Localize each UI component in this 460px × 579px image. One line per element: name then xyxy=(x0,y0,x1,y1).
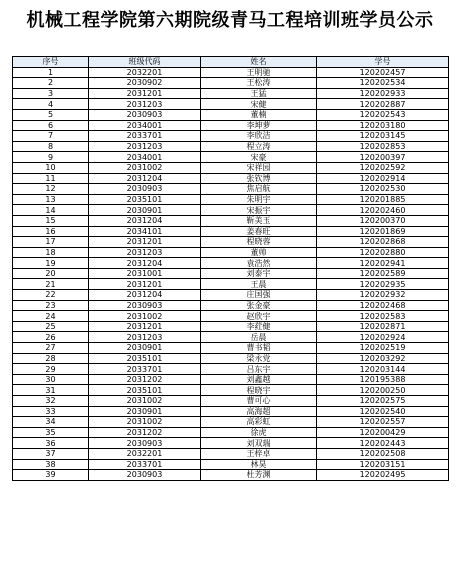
table-row xyxy=(13,120,449,131)
cell-index: 19 xyxy=(13,258,89,269)
cell-index: 21 xyxy=(13,279,89,290)
cell-student-id: 120202932 xyxy=(317,290,449,301)
cell-name: 李荭健 xyxy=(201,321,317,332)
table-row xyxy=(13,459,449,470)
cell-name: 李欣洁 xyxy=(201,131,317,142)
table-row xyxy=(13,173,449,184)
cell-index: 34 xyxy=(13,417,89,428)
cell-index: 24 xyxy=(13,311,89,322)
cell-student-id: 120202924 xyxy=(317,332,449,343)
cell-class-code: 2030901 xyxy=(89,205,201,216)
cell-name: 曹可心 xyxy=(201,396,317,407)
cell-student-id: 120202519 xyxy=(317,343,449,354)
cell-student-id: 120202443 xyxy=(317,438,449,449)
cell-name: 董楠 xyxy=(201,109,317,120)
cell-class-code: 2031203 xyxy=(89,247,201,258)
cell-student-id: 120203292 xyxy=(317,353,449,364)
cell-index: 15 xyxy=(13,215,89,226)
table-row xyxy=(13,109,449,120)
table-body xyxy=(13,67,449,480)
table-row xyxy=(13,67,449,78)
cell-name: 王松涛 xyxy=(201,78,317,89)
cell-name: 朱明宇 xyxy=(201,194,317,205)
cell-name: 王明驰 xyxy=(201,67,317,78)
table-row xyxy=(13,184,449,195)
cell-student-id: 120202880 xyxy=(317,247,449,258)
cell-class-code: 2035101 xyxy=(89,353,201,364)
cell-class-code: 2033701 xyxy=(89,459,201,470)
cell-index: 33 xyxy=(13,406,89,417)
cell-class-code: 2031204 xyxy=(89,215,201,226)
roster-table xyxy=(12,56,449,481)
cell-index: 2 xyxy=(13,78,89,89)
cell-student-id: 120202887 xyxy=(317,99,449,110)
cell-class-code: 2033701 xyxy=(89,364,201,375)
cell-index: 32 xyxy=(13,396,89,407)
cell-class-code: 2032201 xyxy=(89,67,201,78)
cell-name: 董帅 xyxy=(201,247,317,258)
cell-class-code: 2030903 xyxy=(89,438,201,449)
page-title: 机械工程学院第六期院级青马工程培训班学员公示 xyxy=(26,10,434,31)
cell-name: 宋祥园 xyxy=(201,162,317,173)
cell-class-code: 2031001 xyxy=(89,268,201,279)
cell-student-id: 120202853 xyxy=(317,141,449,152)
cell-class-code: 2031202 xyxy=(89,427,201,438)
table-row xyxy=(13,300,449,311)
cell-index: 7 xyxy=(13,131,89,142)
cell-class-code: 2031002 xyxy=(89,396,201,407)
cell-class-code: 2030903 xyxy=(89,300,201,311)
cell-index: 22 xyxy=(13,290,89,301)
cell-student-id: 120202557 xyxy=(317,417,449,428)
cell-class-code: 2031201 xyxy=(89,88,201,99)
cell-index: 27 xyxy=(13,343,89,354)
cell-index: 39 xyxy=(13,470,89,481)
cell-class-code: 2035101 xyxy=(89,194,201,205)
cell-class-code: 2035101 xyxy=(89,385,201,396)
cell-class-code: 2034001 xyxy=(89,152,201,163)
cell-student-id: 120202933 xyxy=(317,88,449,99)
cell-student-id: 120202914 xyxy=(317,173,449,184)
cell-student-id: 120202868 xyxy=(317,237,449,248)
cell-index: 3 xyxy=(13,88,89,99)
cell-class-code: 2034001 xyxy=(89,120,201,131)
cell-name: 程晓宇 xyxy=(201,385,317,396)
cell-index: 14 xyxy=(13,205,89,216)
cell-student-id: 120202592 xyxy=(317,162,449,173)
cell-name: 程晓蓉 xyxy=(201,237,317,248)
table-row xyxy=(13,290,449,301)
cell-name: 林昊 xyxy=(201,459,317,470)
table-row xyxy=(13,470,449,481)
cell-class-code: 2031002 xyxy=(89,417,201,428)
table-row xyxy=(13,279,449,290)
cell-index: 16 xyxy=(13,226,89,237)
cell-name: 张钦博 xyxy=(201,173,317,184)
cell-name: 杜芳渊 xyxy=(201,470,317,481)
table-row xyxy=(13,396,449,407)
cell-name: 宋振宇 xyxy=(201,205,317,216)
cell-index: 9 xyxy=(13,152,89,163)
table-row xyxy=(13,78,449,89)
table-row xyxy=(13,385,449,396)
cell-name: 袁浩然 xyxy=(201,258,317,269)
cell-class-code: 2030903 xyxy=(89,109,201,120)
table-row xyxy=(13,343,449,354)
cell-class-code: 2031202 xyxy=(89,374,201,385)
cell-student-id: 120202589 xyxy=(317,268,449,279)
cell-class-code: 2031201 xyxy=(89,237,201,248)
header-index: 序号 xyxy=(13,57,89,68)
cell-index: 35 xyxy=(13,427,89,438)
cell-index: 18 xyxy=(13,247,89,258)
cell-name: 庄国强 xyxy=(201,290,317,301)
table-row xyxy=(13,268,449,279)
cell-student-id: 120202543 xyxy=(317,109,449,120)
table-row xyxy=(13,448,449,459)
cell-name: 刘鑫越 xyxy=(201,374,317,385)
cell-name: 赵欣宇 xyxy=(201,311,317,322)
cell-class-code: 2031204 xyxy=(89,173,201,184)
table-row xyxy=(13,205,449,216)
cell-student-id: 120200397 xyxy=(317,152,449,163)
cell-class-code: 2030901 xyxy=(89,343,201,354)
cell-class-code: 2030902 xyxy=(89,78,201,89)
table-row xyxy=(13,332,449,343)
table-row xyxy=(13,438,449,449)
cell-index: 4 xyxy=(13,99,89,110)
cell-student-id: 120200370 xyxy=(317,215,449,226)
cell-index: 31 xyxy=(13,385,89,396)
table-header-row xyxy=(13,57,449,68)
cell-class-code: 2031204 xyxy=(89,290,201,301)
table-row xyxy=(13,215,449,226)
table-row xyxy=(13,131,449,142)
cell-name: 李坤萝 xyxy=(201,120,317,131)
cell-class-code: 2031002 xyxy=(89,162,201,173)
cell-class-code: 2031204 xyxy=(89,258,201,269)
cell-name: 王猛 xyxy=(201,88,317,99)
cell-student-id: 120202457 xyxy=(317,67,449,78)
cell-index: 26 xyxy=(13,332,89,343)
cell-student-id: 120202935 xyxy=(317,279,449,290)
cell-student-id: 120202534 xyxy=(317,78,449,89)
cell-class-code: 2031201 xyxy=(89,321,201,332)
cell-student-id: 120201885 xyxy=(317,194,449,205)
cell-name: 宋豪 xyxy=(201,152,317,163)
table-row xyxy=(13,162,449,173)
cell-student-id: 120201869 xyxy=(317,226,449,237)
cell-name: 焦启航 xyxy=(201,184,317,195)
cell-name: 宋健 xyxy=(201,99,317,110)
cell-name: 刘双瑞 xyxy=(201,438,317,449)
cell-student-id: 120200250 xyxy=(317,385,449,396)
cell-student-id: 120202508 xyxy=(317,448,449,459)
cell-name: 高彩虹 xyxy=(201,417,317,428)
cell-index: 5 xyxy=(13,109,89,120)
cell-name: 刘泰宇 xyxy=(201,268,317,279)
cell-class-code: 2031201 xyxy=(89,279,201,290)
cell-name: 张金豪 xyxy=(201,300,317,311)
cell-index: 8 xyxy=(13,141,89,152)
cell-index: 25 xyxy=(13,321,89,332)
cell-index: 13 xyxy=(13,194,89,205)
cell-index: 28 xyxy=(13,353,89,364)
cell-name: 姜春旺 xyxy=(201,226,317,237)
table-row xyxy=(13,258,449,269)
cell-student-id: 120203151 xyxy=(317,459,449,470)
cell-student-id: 120202871 xyxy=(317,321,449,332)
cell-class-code: 2033701 xyxy=(89,131,201,142)
cell-student-id: 120202460 xyxy=(317,205,449,216)
cell-name: 岳晨 xyxy=(201,332,317,343)
header-class-code: 班级代码 xyxy=(89,57,201,68)
cell-name: 徐虎 xyxy=(201,427,317,438)
cell-student-id: 120195388 xyxy=(317,374,449,385)
cell-class-code: 2031203 xyxy=(89,332,201,343)
cell-index: 23 xyxy=(13,300,89,311)
cell-name: 靳美玉 xyxy=(201,215,317,226)
header-name: 姓名 xyxy=(201,57,317,68)
cell-index: 12 xyxy=(13,184,89,195)
cell-class-code: 2031203 xyxy=(89,99,201,110)
table-row xyxy=(13,364,449,375)
cell-name: 高海超 xyxy=(201,406,317,417)
cell-name: 曹书韬 xyxy=(201,343,317,354)
table-row xyxy=(13,88,449,99)
cell-student-id: 120202530 xyxy=(317,184,449,195)
table-row xyxy=(13,152,449,163)
cell-student-id: 120202540 xyxy=(317,406,449,417)
cell-name: 王梓卓 xyxy=(201,448,317,459)
table-row xyxy=(13,141,449,152)
cell-student-id: 120202583 xyxy=(317,311,449,322)
cell-index: 10 xyxy=(13,162,89,173)
cell-class-code: 2034101 xyxy=(89,226,201,237)
cell-index: 29 xyxy=(13,364,89,375)
table-row xyxy=(13,374,449,385)
table-row xyxy=(13,406,449,417)
cell-class-code: 2030903 xyxy=(89,184,201,195)
table-row xyxy=(13,226,449,237)
cell-class-code: 2031002 xyxy=(89,311,201,322)
cell-index: 37 xyxy=(13,448,89,459)
cell-index: 38 xyxy=(13,459,89,470)
cell-class-code: 2030903 xyxy=(89,470,201,481)
table-row xyxy=(13,353,449,364)
cell-student-id: 120203180 xyxy=(317,120,449,131)
cell-name: 王晨 xyxy=(201,279,317,290)
cell-class-code: 2032201 xyxy=(89,448,201,459)
cell-index: 1 xyxy=(13,67,89,78)
cell-class-code: 2031203 xyxy=(89,141,201,152)
table-row xyxy=(13,427,449,438)
cell-student-id: 120202468 xyxy=(317,300,449,311)
table-row xyxy=(13,311,449,322)
cell-student-id: 120202575 xyxy=(317,396,449,407)
cell-name: 梁永党 xyxy=(201,353,317,364)
cell-student-id: 120202495 xyxy=(317,470,449,481)
cell-class-code: 2030901 xyxy=(89,406,201,417)
cell-index: 36 xyxy=(13,438,89,449)
cell-student-id: 120203145 xyxy=(317,131,449,142)
table-row xyxy=(13,237,449,248)
table-row xyxy=(13,417,449,428)
cell-student-id: 120203144 xyxy=(317,364,449,375)
table-row xyxy=(13,247,449,258)
cell-index: 17 xyxy=(13,237,89,248)
cell-name: 程立涛 xyxy=(201,141,317,152)
cell-student-id: 120200429 xyxy=(317,427,449,438)
cell-index: 6 xyxy=(13,120,89,131)
cell-index: 11 xyxy=(13,173,89,184)
table-row xyxy=(13,321,449,332)
cell-student-id: 120202941 xyxy=(317,258,449,269)
table-row xyxy=(13,194,449,205)
header-student-id: 学号 xyxy=(317,57,449,68)
cell-name: 吕东宇 xyxy=(201,364,317,375)
cell-index: 20 xyxy=(13,268,89,279)
cell-index: 30 xyxy=(13,374,89,385)
table-row xyxy=(13,99,449,110)
